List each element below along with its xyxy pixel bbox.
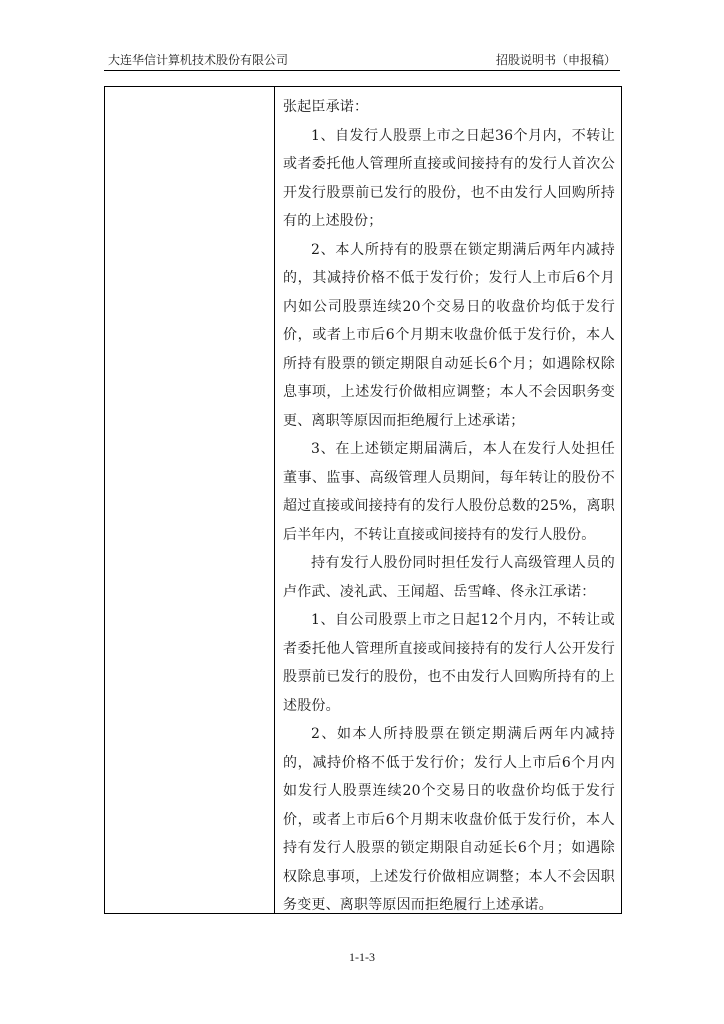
paragraph-zhang-item-3: 3、在上述锁定期届满后，本人在发行人处担任董事、监事、高级管理人员期间，每年转让的股份不超过直接或间接持有的发行人股份总数的25%，离职后半年内，不转让直接或间接持有的发行人股份。 (283, 441, 615, 543)
paragraph-zhang-commitment-title: 张起臣承诺： (283, 99, 369, 115)
table-right-cell (275, 87, 621, 913)
table-left-cell (105, 87, 275, 913)
paragraph-zhang-item-2: 2、本人所持有的股票在锁定期满后两年内减持的，其减持价格不低于发行价；发行人上市后6个月内如公司股票连续20个交易日的收盘价均低于发行价，或者上市后6个月期末收盘价低于发行价，本人所持有股票的锁定期限自动延长6个月；如遇除权除息事项，上述发行价做相应调整；本人不会因职务变更、离职等原因而拒绝履行上述承诺； (283, 241, 615, 429)
document-type: 招股说明书（申报稿） (495, 53, 616, 67)
page-number: 1-1-3 (349, 950, 375, 964)
paragraph-zhang-item-1: 1、自发行人股票上市之日起36个月内，不转让或者委托他人管理所直接或间接持有的发行人首次公开发行股票前已发行的股份，也不由发行人回购所持有的上述股份； (283, 127, 615, 229)
content-table (104, 86, 622, 914)
paragraph-executives-item-1: 1、自公司股票上市之日起12个月内，不转让或者委托他人管理所直接或间接持有的发行人公开发行股票前已发行的股份，也不由发行人回购所持有的上述股份。 (283, 612, 615, 714)
company-name: 大连华信计算机技术股份有限公司 (108, 53, 289, 67)
page-header (104, 48, 620, 71)
paragraph-executives-commitment-title: 持有发行人股份同时担任发行人高级管理人员的卢作武、凌礼武、王闻超、岳雪峰、佟永江承诺： (283, 555, 615, 600)
paragraph-executives-item-2: 2、如本人所持股票在锁定期满后两年内减持的，减持价格不低于发行价；发行人上市后6个月内如发行人股票连续20个交易日的收盘价均低于发行价，或者上市后6个月期末收盘价低于发行价，本人持有发行人股票的锁定期限自动延长6个月；如遇除权除息事项，上述发行价做相应调整；本人不会因职务变更、离职等原因而拒绝履行上述承诺。 (283, 726, 615, 913)
